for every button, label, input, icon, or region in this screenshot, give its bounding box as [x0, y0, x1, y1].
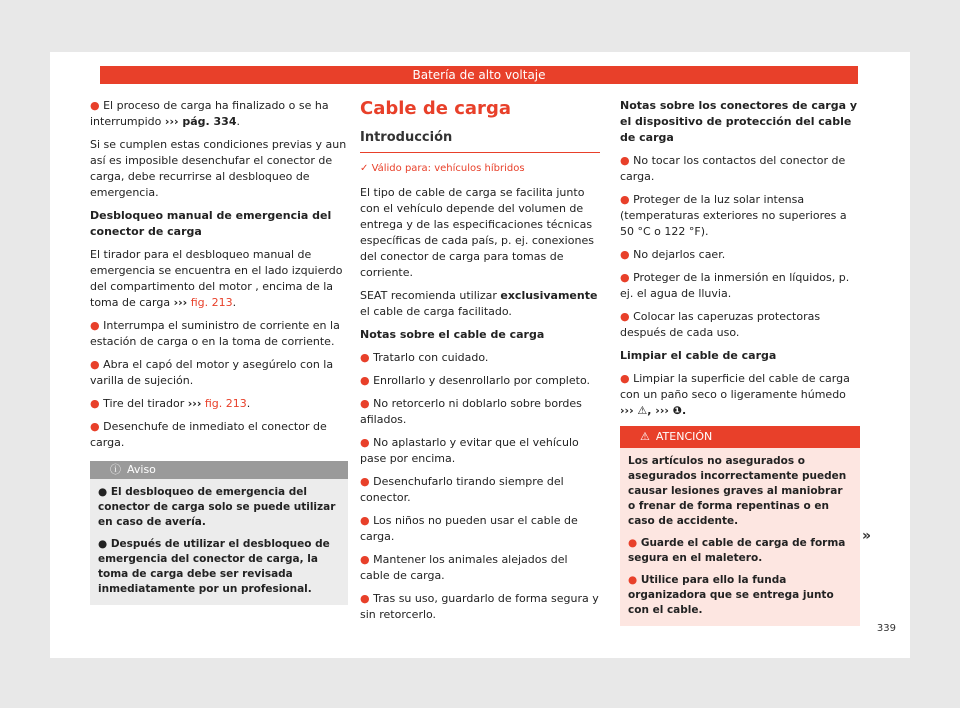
paragraph: Los artículos no asegurados o asegurados incorrectamente pueden causar lesiones graves al maniobrar o frenar de forma repentinas o en caso de accidente.: [628, 455, 847, 527]
section-title: Cable de carga: [360, 98, 511, 119]
list-item: ● Proteger de la inmersión en líquidos, p. ej. el agua de lluvia.: [620, 271, 850, 300]
page-ref-link[interactable]: ››› pág. 334: [164, 115, 237, 128]
list-item: ● Tras su uso, guardarlo de forma segura y sin retorcerlo.: [360, 592, 599, 621]
list-item: ● Guarde el cable de carga de forma segura en el maletero.: [628, 537, 846, 564]
list-item: ● Limpiar la superficie del cable de carga con un paño seco o ligeramente húmedo ››› ⚠, ››› ❶.: [620, 372, 850, 417]
paragraph: Si se cumplen estas condiciones previas y aun así es imposible desenchufar el conector de carga, debe recurrirse al desbloqueo de emergencia.: [90, 138, 347, 199]
list-item: ● Después de utilizar el desbloqueo de emergencia del conector de carga, la toma de carga debe ser revisada inmediatamente por un profesional.: [98, 538, 330, 595]
list-item: ● El proceso de carga ha finalizado o se ha interrumpido ››› pág. 334.: [90, 99, 329, 128]
list-item: ● El desbloqueo de emergencia del conector de carga solo se puede utilizar en caso de avería.: [98, 486, 336, 528]
column-middle: [360, 98, 600, 630]
list-item: ● Desenchufarlo tirando siempre del conector.: [360, 475, 564, 504]
continue-mark: »: [862, 528, 872, 544]
note-header: ⓘ Aviso: [90, 461, 348, 479]
list-item: ● Mantener los animales alejados del cable de carga.: [360, 553, 568, 582]
manual-page: [50, 52, 910, 658]
section-heading: Desbloqueo manual de emergencia del conector de carga: [90, 209, 332, 238]
validity-note: ✓ Válido para: vehículos híbridos: [360, 163, 525, 174]
warning-box: [620, 426, 860, 626]
section-heading: Limpiar el cable de carga: [620, 349, 777, 362]
list-item: ● No aplastarlo y evitar que el vehículo pase por encima.: [360, 436, 579, 465]
list-item: ● Utilice para ello la funda organizadora que se entrega junto con el cable.: [628, 574, 834, 616]
list-item: ● Colocar las caperuzas protectoras después de cada uso.: [620, 310, 821, 339]
list-item: ● No tocar los contactos del conector de carga.: [620, 154, 846, 183]
list-item: ● Abra el capó del motor y asegúrelo con la varilla de sujeción.: [90, 358, 334, 387]
check-icon: ✓: [360, 163, 372, 174]
paragraph: El tirador para el desbloqueo manual de emergencia se encuentra en el lado izquierdo del compartimento del motor , encima de la toma de carga ››› fig. 213.: [90, 248, 343, 309]
list-item: ● Tratarlo con cuidado.: [360, 351, 489, 364]
column-left: [90, 98, 348, 605]
list-item: ● Interrumpa el suministro de corriente en la estación de carga o en la toma de corriente.: [90, 319, 340, 348]
page-header: Batería de alto voltaje: [100, 66, 858, 84]
list-item: ● Tire del tirador ››› fig. 213.: [90, 397, 251, 410]
figure-ref-link[interactable]: fig. 213: [201, 397, 247, 410]
info-icon: ⓘ: [110, 463, 121, 476]
warning-ref-link[interactable]: ››› ⚠, ››› ❶.: [620, 404, 687, 417]
section-heading: Notas sobre los conectores de carga y el dispositivo de protección del cable de carga: [620, 99, 858, 144]
page-number: 339: [876, 623, 896, 634]
paragraph: SEAT recomienda utilizar exclusivamente el cable de carga facilitado.: [360, 289, 598, 318]
paragraph: El tipo de cable de carga se facilita junto con el vehículo depende del volumen de entrega y de las especificaciones técnicas específicas de cada país, p. ej. conexiones del conector de carga para tomas de corriente.: [360, 186, 594, 279]
warning-icon: ⚠: [640, 430, 650, 443]
list-item: ● Enrollarlo y desenrollarlo por completo.: [360, 374, 590, 387]
subsection-title: Introducción: [360, 130, 600, 153]
list-item: ● Desenchufe de inmediato el conector de carga.: [90, 420, 327, 449]
list-item: ● No dejarlos caer.: [620, 248, 726, 261]
list-item: ● Los niños no pueden usar el cable de carga.: [360, 514, 578, 543]
column-right: [620, 98, 860, 626]
warning-header: ⚠ ATENCIÓN: [620, 426, 860, 448]
list-item: ● Proteger de la luz solar intensa (temperaturas exteriores no superiores a 50 °C o 122 °F).: [620, 193, 847, 238]
list-item: ● No retorcerlo ni doblarlo sobre bordes afilados.: [360, 397, 582, 426]
note-box: [90, 461, 348, 605]
figure-ref-link[interactable]: fig. 213: [187, 296, 233, 309]
section-heading: Notas sobre el cable de carga: [360, 328, 545, 341]
